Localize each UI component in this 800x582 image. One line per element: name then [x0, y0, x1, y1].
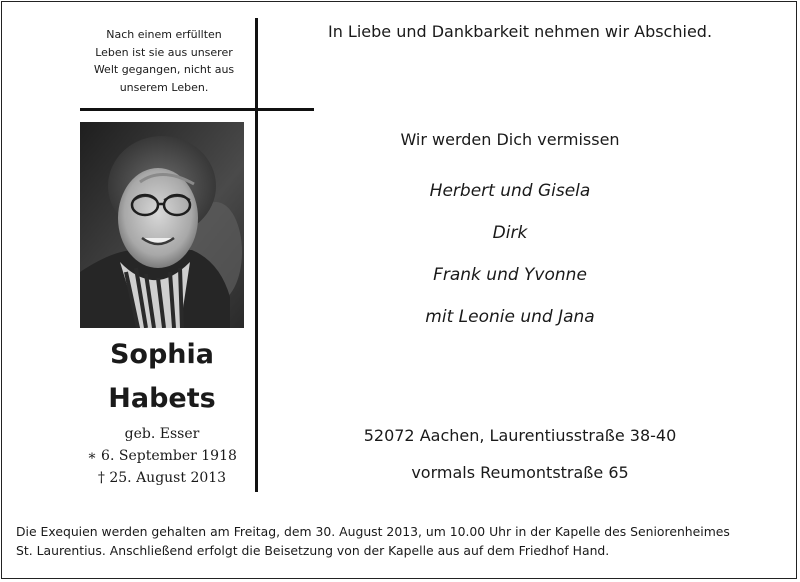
- last-name: Habets: [108, 383, 216, 414]
- funeral-details-line: Die Exequien werden gehalten am Freitag, dem 30. August 2013, um 10.00 Uhr in der Kapelle des Seniorenheimes: [16, 524, 730, 539]
- funeral-details-line: St. Laurentius. Anschließend erfolgt die Beisetzung von der Kapelle aus auf dem Friedhof Hand.: [16, 543, 610, 558]
- maiden-name: geb. Esser: [124, 426, 200, 442]
- funeral-details: [16, 522, 784, 560]
- former-address-line: vormals Reumontstraße 65: [411, 463, 629, 482]
- portrait-photo: [80, 122, 244, 328]
- miss-line: Wir werden Dich vermissen: [400, 130, 620, 149]
- family-line: Herbert und Gisela: [429, 181, 591, 201]
- first-name: Sophia: [109, 339, 215, 370]
- cross-horizontal-bar: [80, 108, 314, 111]
- family-line: mit Leonie und Jana: [425, 307, 595, 327]
- quote-line: Welt gegangen, nicht aus: [93, 63, 235, 76]
- address-line: 52072 Aachen, Laurentiusstraße 38-40: [363, 426, 677, 445]
- farewell-headline: In Liebe und Dankbarkeit nehmen wir Abschied.: [327, 22, 713, 41]
- quote-line: Leben ist sie aus unserer: [95, 45, 233, 59]
- cross-vertical-bar: [255, 18, 258, 492]
- memorial-quote: [82, 26, 246, 96]
- birth-date: ∗ 6. September 1918: [87, 448, 237, 464]
- death-date: † 25. August 2013: [97, 470, 227, 486]
- quote-line: unserem Leben.: [119, 80, 209, 94]
- quote-line: Nach einem erfüllten: [106, 28, 222, 41]
- family-line: Frank und Yvonne: [433, 265, 587, 285]
- family-line: Dirk: [492, 223, 528, 243]
